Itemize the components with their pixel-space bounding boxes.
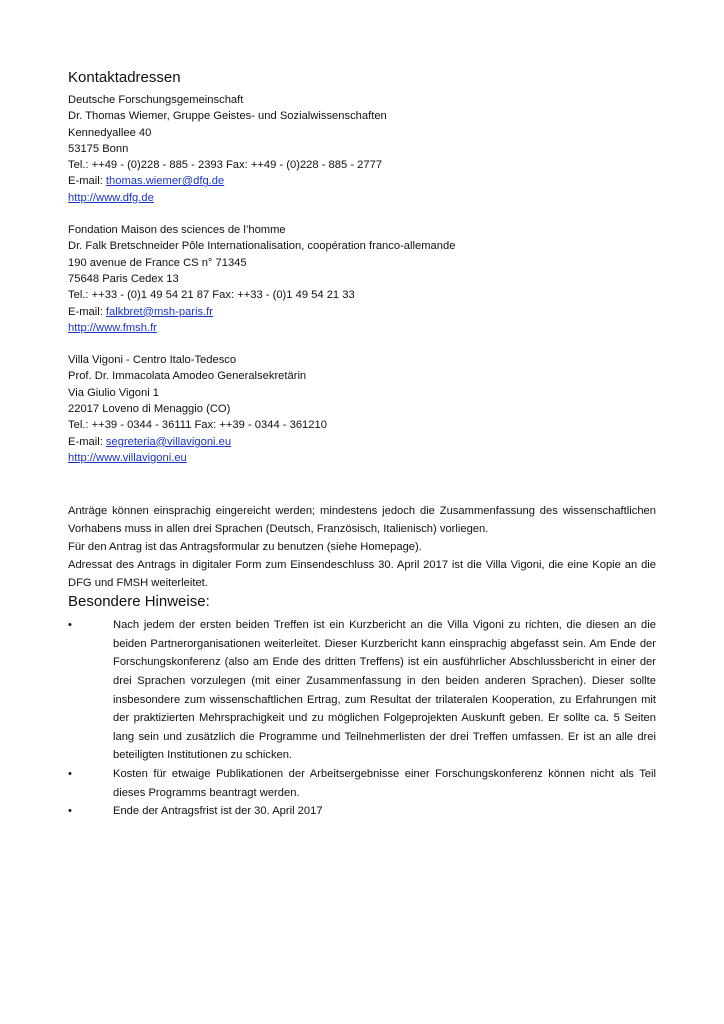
bullet-icon: • xyxy=(68,619,72,632)
list-item xyxy=(68,802,656,821)
website-link[interactable]: http://www.villavigoni.eu xyxy=(68,451,187,464)
list-item-text: Kosten für etwaige Publikationen der Arbeitsergebnisse einer Forschungskonferenz können nicht als Teil dieses Programms beantragt werden. xyxy=(113,767,656,799)
bullet-icon: • xyxy=(68,767,72,780)
contact-line: Deutsche Forschungsgemeinschaft xyxy=(68,94,244,106)
contact-line: Dr. Thomas Wiemer, Gruppe Geistes- und Sozialwissenschaften xyxy=(68,110,387,123)
list-item xyxy=(68,616,656,765)
contact-line: 75648 Paris Cedex 13 xyxy=(68,272,179,285)
contact-email-line xyxy=(68,434,656,450)
email-label: E-mail: xyxy=(68,435,106,448)
contact-block-villa-vigoni xyxy=(68,352,656,466)
paragraph-language: Anträge können einsprachig eingereicht werden; mindestens jedoch die Zusammenfassung des wissenschaftlichen Vorhabens muss in allen drei Sprachen (Deutsch, Französisch, Italienisch) vorliegen. xyxy=(68,505,656,536)
notes-heading: Besondere Hinweise: xyxy=(68,593,210,611)
paragraph-form: Für den Antrag ist das Antragsformular zu benutzen (siehe Homepage). xyxy=(68,541,422,554)
list-item-text: Nach jedem der ersten beiden Treffen ist ein Kurzbericht an die Villa Vigoni zu richten, die diesen an die beiden Partnerorganisationen weiterleitet. Dieser Kurzbericht kann einsprachig abgefasst sein. Am Ende der Forschungskonferenz (also am Ende des dritten Treffens) ist ein ausführlicher Abschlussbericht in einer der drei Sprachen vorzulegen (mit einer Zusammenfassung in den beiden anderen Sprachen). Dieser sollte insbesondere zum wissenschaftlichen Ertrag, zum Resultat der trilateralen Kooperation, zu Erfahrungen mit der praktizierten Mehrsprachigkeit und zu möglichen Folgeprojekten Auskunft geben. Er sollte ca. 5 Seiten lang sein und zusätzlich die Programme und Teilnehmerlisten der drei Treffen umfassen. Er ist an alle drei beteiligten Institutionen zu schicken. xyxy=(113,619,656,762)
list-item-text: Ende der Antragsfrist ist der 30. April 2017 xyxy=(113,805,323,818)
contact-block-fmsh xyxy=(68,222,656,336)
contact-line: Via Giulio Vigoni 1 xyxy=(68,386,160,399)
contact-line: Fondation Maison des sciences de l’homme xyxy=(68,224,286,237)
email-label: E-mail: xyxy=(68,305,106,318)
contact-line: Kennedyallee 40 xyxy=(68,126,152,139)
contact-line: 53175 Bonn xyxy=(68,142,129,155)
contact-line: Tel.: ++49 - (0)228 - 885 - 2393 Fax: ++49 - (0)228 - 885 - 2777 xyxy=(68,159,383,172)
paragraph-addressee: Adressat des Antrags in digitaler Form zum Einsendeschluss 30. April 2017 ist die Villa Vigoni, die eine Kopie an die DFG und FMSH weiterleitet. xyxy=(68,559,656,590)
application-info xyxy=(68,502,656,592)
contact-line: 190 avenue de France CS n° 71345 xyxy=(68,256,247,269)
email-link[interactable]: falkbret@msh-paris.fr xyxy=(105,305,214,318)
contact-line: Prof. Dr. Immacolata Amodeo Generalsekretärin xyxy=(68,370,307,383)
contacts-heading: Kontaktadressen xyxy=(68,69,181,86)
website-link[interactable]: http://www.fmsh.fr xyxy=(68,321,157,334)
contact-line: Dr. Falk Bretschneider Pôle Internationalisation, coopération franco-allemande xyxy=(68,240,456,253)
list-item xyxy=(68,765,656,802)
contact-line: Villa Vigoni - Centro Italo-Tedesco xyxy=(68,354,237,367)
email-link[interactable]: segreteria@villavigoni.eu xyxy=(105,435,232,448)
contact-line: Tel.: ++33 - (0)1 49 54 21 87 Fax: ++33 - (0)1 49 54 21 33 xyxy=(68,289,355,302)
bullet-icon: • xyxy=(68,805,72,818)
contact-email-line xyxy=(68,173,656,189)
contact-block-dfg xyxy=(68,92,656,206)
email-label: E-mail: xyxy=(68,175,106,188)
contact-email-line xyxy=(68,304,656,320)
email-link[interactable]: thomas.wiemer@dfg.de xyxy=(105,175,225,188)
website-link[interactable]: http://www.dfg.de xyxy=(68,191,154,204)
contact-line: 22017 Loveno di Menaggio (CO) xyxy=(68,403,231,416)
notes-list xyxy=(68,616,656,821)
contact-line: Tel.: ++39 - 0344 - 36111 Fax: ++39 - 0344 - 361210 xyxy=(68,419,327,432)
